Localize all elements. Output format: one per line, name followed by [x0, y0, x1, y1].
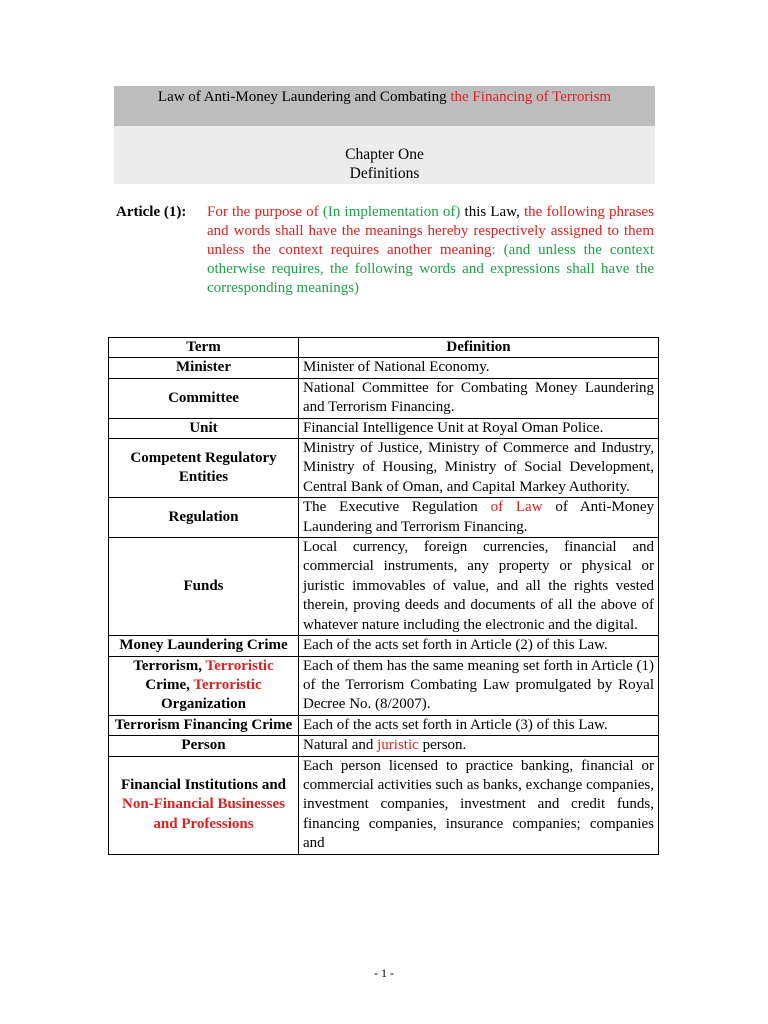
definition-cell — [299, 656, 659, 715]
definitions-body — [109, 358, 659, 854]
definition-cell-segment: Each of them has the same meaning set forth in Article (1) of the Terrorism Combating Law promulgated by Royal Decree No. (8/2007). — [303, 657, 654, 713]
term-cell-segment: Person — [181, 737, 226, 754]
definition-cell-segment: Financial Intelligence Unit at Royal Oman Police. — [303, 419, 604, 436]
term-cell-segment: Regulation — [168, 508, 239, 525]
term-cell-segment: Financial Institutions and — [120, 776, 287, 793]
term-cell-segment: Money Laundering Crime — [119, 637, 288, 654]
term-cell-segment: Organization — [161, 696, 246, 713]
term-cell-segment: Committee — [168, 389, 239, 406]
definition-cell-segment: Natural and — [303, 737, 378, 754]
term-cell-segment: Crime, — [145, 676, 194, 693]
definition-cell — [299, 498, 659, 538]
article-seg-1: For the purpose of — [207, 204, 319, 220]
definition-cell — [299, 715, 659, 735]
table-row — [109, 498, 659, 538]
header-definition: Definition — [299, 338, 659, 358]
term-cell — [109, 715, 299, 735]
term-cell-segment: Terrorism Financing Crime — [114, 716, 293, 733]
definition-cell — [299, 736, 659, 756]
table-header-row — [109, 338, 659, 358]
definition-cell — [299, 756, 659, 854]
table-row — [109, 636, 659, 656]
header-term: Term — [109, 338, 299, 358]
term-cell-segment: Unit — [189, 419, 218, 436]
article-seg-4: the following phrases and words shall have the meanings hereby respectively assigned to them unless the context requires another meaning — [207, 204, 654, 258]
law-title — [114, 86, 655, 126]
term-cell-segment: Terroristic — [205, 657, 274, 674]
term-cell-segment: Terrorism, — [133, 657, 206, 674]
definition-cell-segment: The Executive Regulation — [303, 499, 491, 516]
term-cell — [109, 378, 299, 418]
table-row — [109, 538, 659, 636]
term-cell — [109, 636, 299, 656]
definition-cell-segment: juristic — [377, 737, 419, 754]
term-cell-segment: Terroristic — [193, 676, 262, 693]
table-row — [109, 656, 659, 715]
term-cell — [109, 358, 299, 378]
law-title-part1: Law of Anti-Money Laundering and Combating — [157, 89, 451, 105]
table-row — [109, 439, 659, 498]
definitions-table — [108, 337, 659, 855]
term-cell — [109, 656, 299, 715]
table-row — [109, 418, 659, 438]
definition-cell-segment: National Committee for Combating Money Laundering and Terrorism Financing. — [303, 379, 654, 416]
chapter-heading — [114, 126, 655, 184]
table-row — [109, 715, 659, 735]
article-label: Article (1): — [116, 204, 187, 220]
term-cell — [109, 418, 299, 438]
definition-cell-segment: Ministry of Justice, Ministry of Commerce and Industry, Ministry of Housing, Ministry of Social Development, Central Bank of Oman, and Capital Markey Authority. — [303, 440, 654, 495]
table-row — [109, 736, 659, 756]
law-title-part2: the Financing of Terrorism — [450, 89, 612, 105]
table-row — [109, 378, 659, 418]
table-row — [109, 756, 659, 854]
chapter-title: Definitions — [349, 165, 420, 182]
definition-cell-segment: Each of the acts set forth in Article (3) of this Law. — [303, 716, 608, 733]
term-cell — [109, 538, 299, 636]
definition-cell-segment: of Law — [490, 499, 543, 516]
term-cell-segment: Funds — [183, 577, 224, 594]
definition-cell-segment: of Anti-Money Laundering and Terrorism Financing. — [303, 499, 654, 535]
article-seg-3: this Law, — [460, 204, 524, 220]
term-cell — [109, 439, 299, 498]
definition-cell — [299, 378, 659, 418]
definition-cell — [299, 418, 659, 438]
definition-cell-segment: Local currency, foreign currencies, financial and commercial instruments, any property or physical or juristic immovables of value, and all the rights vested therein, proving deeds and documents of all the above of whatever nature including the electronic and the digital. — [303, 539, 654, 633]
chapter-number: Chapter One — [345, 146, 424, 163]
definition-cell-segment: Each person licensed to practice banking, financial or commercial activities such as banks, exchange companies, investment companies, investment and credit funds, financing companies, insurance companies; companies and — [303, 757, 654, 852]
definition-cell — [299, 358, 659, 378]
definition-cell — [299, 538, 659, 636]
definition-cell — [299, 439, 659, 498]
definition-cell-segment: Each of the acts set forth in Article (2) of this Law. — [303, 637, 608, 654]
page-number: - 1 - — [374, 966, 394, 980]
definition-cell-segment: person. — [418, 737, 467, 754]
definition-cell-segment: Minister of National Economy. — [303, 359, 490, 376]
term-cell-segment: Competent Regulatory Entities — [130, 449, 277, 486]
definition-cell — [299, 636, 659, 656]
term-cell — [109, 498, 299, 538]
term-cell-segment: Minister — [176, 359, 231, 376]
article-seg-5: : (and unless the context otherwise requires, the following words and expressions shall have the corresponding meanings) — [207, 242, 654, 296]
article-seg-2: (In implementation of) — [322, 204, 461, 220]
term-cell — [109, 736, 299, 756]
table-row — [109, 358, 659, 378]
term-cell-segment: Non-Financial Businesses and Professions — [122, 796, 285, 832]
term-cell — [109, 756, 299, 854]
article-text — [207, 203, 654, 298]
